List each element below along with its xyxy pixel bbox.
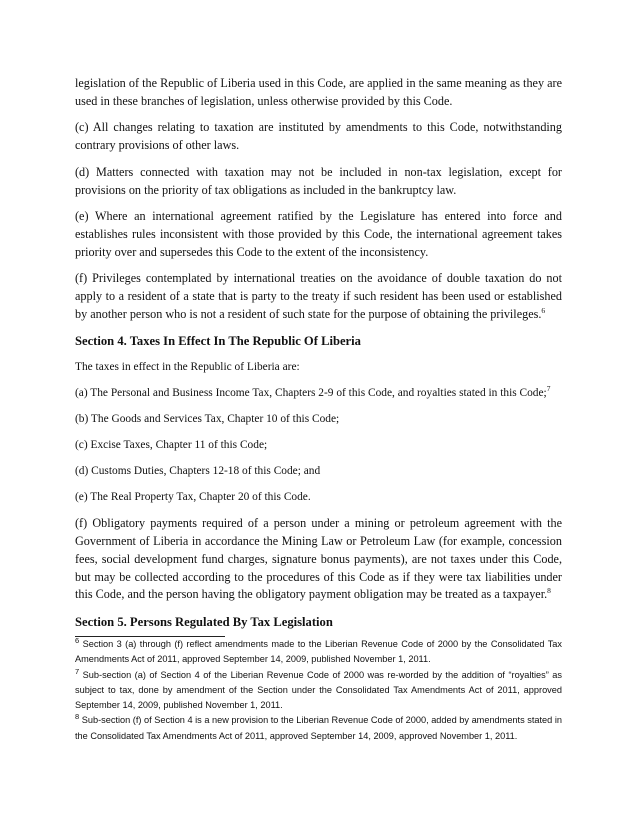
paragraph-e: (e) Where an international agreement ratified by the Legislature has entered into force and establishes rules inconsistent with those provided by this Code, the international agreement takes priority over and supersedes this Code to the extent of the inconsistency. <box>75 209 562 259</box>
tax-item-b: (b) The Goods and Services Tax, Chapter 10 of this Code; <box>75 413 340 426</box>
section-4-heading: Section 4. Taxes In Effect In The Republic Of Liberia <box>75 334 361 349</box>
footnote-ref-7[interactable]: 7 <box>546 384 551 394</box>
footnote-7 <box>75 668 562 714</box>
paragraph-section-4-f-text: (f) Obligatory payments required of a person under a mining or petroleum agreement with the Government of Liberia in accordance the Mining Law or Petroleum Law (for example, concession fees, social development fund charges, signature bonus payments), are not taxes under this Code, but may be collected according to the procedures of this Code as if they were tax liabilities under this Code, and the person having the obligatory payment obligation may be treated as a taxpayer. <box>75 516 562 602</box>
footnote-ref-6[interactable]: 6 <box>541 305 546 315</box>
paragraph-f-text: (f) Privileges contemplated by international treaties on the avoidance of double taxation do not apply to a resident of a state that is party to the treaty if such resident has been used or established by another person who is not a resident of such state for the purpose of obtaining the privileges. <box>75 271 562 321</box>
paragraph-f <box>75 270 562 323</box>
footnote-8 <box>75 713 562 744</box>
section-4-intro: The taxes in effect in the Republic of Liberia are: <box>75 361 300 374</box>
tax-item-e: (e) The Real Property Tax, Chapter 20 of this Code. <box>75 491 311 504</box>
tax-item-a <box>75 385 562 402</box>
section-5-heading: Section 5. Persons Regulated By Tax Legislation <box>75 614 333 629</box>
page-content <box>75 75 562 744</box>
footnote-6 <box>75 637 562 668</box>
footnote-text: Sub-section (a) of Section 4 of the Liberian Revenue Code of 2000 was re-worded by the addition of “royalties” as subject to tax, done by amendment of the Section under the Consolidated Tax Amendments Act of 2011, approved September 14, 2009, published November 1, 2011. <box>75 669 562 711</box>
footnote-number: 8 <box>75 712 80 722</box>
footnote-ref-8[interactable]: 8 <box>547 586 551 596</box>
paragraph-section-4-f <box>75 515 562 604</box>
paragraph-c: (c) All changes relating to taxation are instituted by amendments to this Code, notwithstanding contrary provisions of other laws. <box>75 120 562 153</box>
tax-item-a-text: (a) The Personal and Business Income Tax, Chapters 2-9 of this Code, and royalties stated in this Code; <box>75 387 547 400</box>
footnotes <box>75 637 562 744</box>
tax-item-d: (d) Customs Duties, Chapters 12-18 of this Code; and <box>75 465 321 478</box>
footnote-text: Section 3 (a) through (f) reflect amendments made to the Liberian Revenue Code of 2000 by the Consolidated Tax Amendments Act of 2011, approved September 14, 2009, published November 1, 2011. <box>75 638 562 665</box>
tax-item-c: (c) Excise Taxes, Chapter 11 of this Code; <box>75 439 268 452</box>
paragraph-intro: legislation of the Republic of Liberia used in this Code, are applied in the same meaning as they are used in these branches of legislation, unless otherwise provided by this Code. <box>75 76 562 108</box>
paragraph-d: (d) Matters connected with taxation may not be included in non-tax legislation, except for provisions on the priority of tax obligations as included in the bankruptcy law. <box>75 164 562 197</box>
footnote-text: Sub-section (f) of Section 4 is a new provision to the Liberian Revenue Code of 2000, added by amendments stated in the Consolidated Tax Amendments Act of 2011, approved September 14, 2009, approved November 1, 2011. <box>75 715 562 741</box>
footnote-number: 7 <box>75 666 80 676</box>
footnote-number: 6 <box>75 635 80 645</box>
